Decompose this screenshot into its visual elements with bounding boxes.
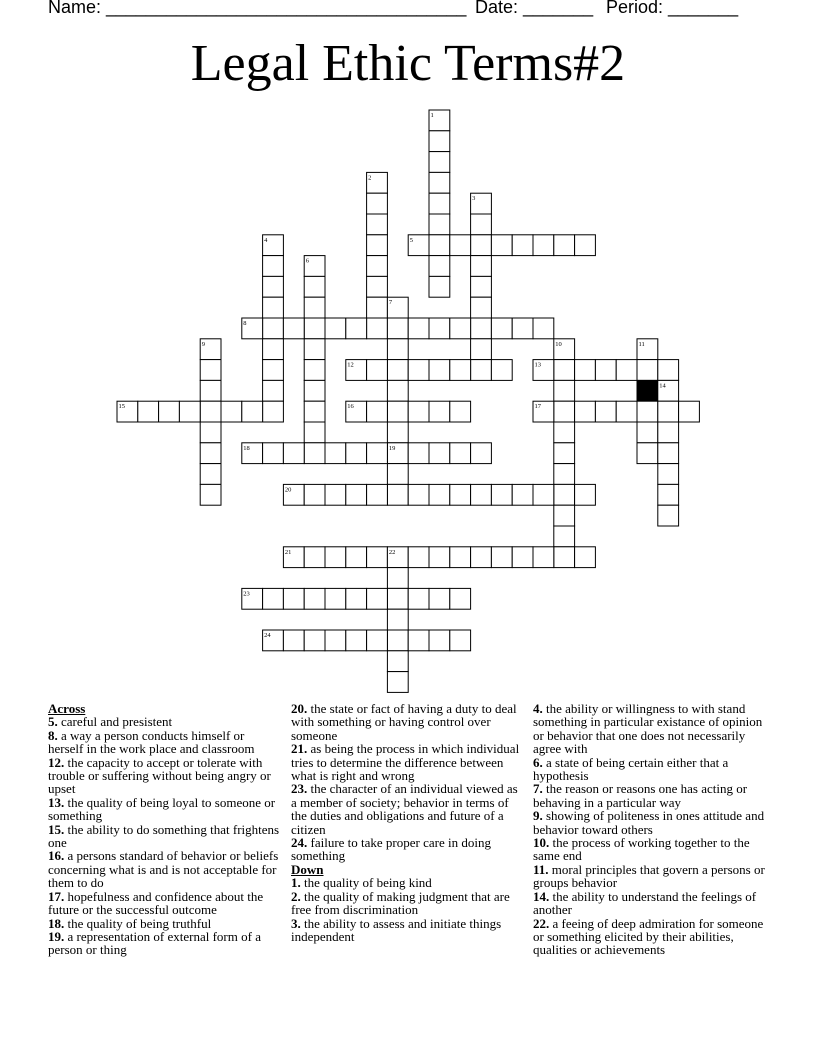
- grid-cell[interactable]: [367, 630, 388, 651]
- grid-cell[interactable]: [450, 318, 471, 339]
- clues-column-2: [291, 702, 525, 943]
- cell-number: 6: [305, 257, 309, 265]
- grid-cell[interactable]: [263, 360, 284, 381]
- clue-number: 15.: [48, 821, 65, 837]
- grid-cell[interactable]: [491, 235, 512, 256]
- grid-cell[interactable]: [450, 588, 471, 609]
- clue-text: the reason or reasons one has acting or behaving in a particular way: [533, 781, 748, 810]
- clue-number: 12.: [48, 754, 65, 770]
- grid-cell[interactable]: [554, 235, 575, 256]
- clue-number: 17.: [48, 888, 65, 904]
- name-field[interactable]: Name: ____________________________________: [48, 0, 467, 17]
- clue-item: [533, 890, 765, 917]
- grid-cell[interactable]: [554, 422, 575, 443]
- grid-cell[interactable]: [658, 360, 679, 381]
- grid-cell[interactable]: [263, 443, 284, 464]
- clue-text: moral principles that govern a persons or groups behavior: [533, 861, 765, 891]
- grid-cell[interactable]: [304, 380, 325, 401]
- grid-cell[interactable]: [471, 297, 492, 318]
- grid-cell[interactable]: [429, 401, 450, 422]
- grid-cell[interactable]: [325, 588, 346, 609]
- grid-cell[interactable]: [408, 443, 429, 464]
- grid-cell[interactable]: [533, 318, 554, 339]
- grid-cell[interactable]: [263, 339, 284, 360]
- cell-number: 17: [534, 403, 541, 411]
- cell-number: 23: [243, 590, 250, 598]
- grid-cell[interactable]: [554, 526, 575, 547]
- grid-cell[interactable]: [387, 484, 408, 505]
- clue-item: [533, 756, 765, 783]
- clue-item: [48, 849, 280, 889]
- grid-cell[interactable]: [408, 547, 429, 568]
- cell-number: 12: [347, 361, 354, 369]
- grid-cell[interactable]: [367, 588, 388, 609]
- grid-cell[interactable]: [387, 422, 408, 443]
- grid-cell[interactable]: [533, 484, 554, 505]
- grid-cell[interactable]: [429, 256, 450, 277]
- grid-cell[interactable]: [554, 505, 575, 526]
- grid-cell[interactable]: [658, 505, 679, 526]
- grid-cell[interactable]: [367, 443, 388, 464]
- grid-cell[interactable]: [346, 547, 367, 568]
- grid-cell[interactable]: [346, 630, 367, 651]
- grid-cell[interactable]: [283, 630, 304, 651]
- grid-cell[interactable]: [263, 276, 284, 297]
- clue-text: the capacity to accept or tolerate with trouble or suffering without being angry or upset: [48, 754, 271, 797]
- grid-cell[interactable]: [575, 547, 596, 568]
- grid-cell[interactable]: [263, 588, 284, 609]
- grid-cell[interactable]: [263, 318, 284, 339]
- grid-cell[interactable]: [304, 318, 325, 339]
- grid-cell[interactable]: [471, 339, 492, 360]
- grid-cell[interactable]: [387, 339, 408, 360]
- grid-cell[interactable]: [450, 484, 471, 505]
- cell-number: 7: [388, 299, 393, 307]
- cell-number: 4: [264, 236, 268, 244]
- cell-number: 15: [118, 403, 125, 411]
- grid-cell[interactable]: [637, 422, 658, 443]
- cell-number: 16: [347, 403, 354, 411]
- grid-cell[interactable]: [471, 443, 492, 464]
- period-field[interactable]: Period: _______: [606, 0, 739, 17]
- grid-cell[interactable]: [471, 484, 492, 505]
- grid-cell[interactable]: [450, 235, 471, 256]
- grid-cell[interactable]: [429, 360, 450, 381]
- grid-cell[interactable]: [471, 318, 492, 339]
- grid-cell[interactable]: [387, 630, 408, 651]
- clue-item: [291, 702, 525, 742]
- grid-cell[interactable]: [679, 401, 700, 422]
- grid-cell[interactable]: [283, 443, 304, 464]
- grid-cell[interactable]: [304, 360, 325, 381]
- grid-cell[interactable]: [595, 401, 616, 422]
- grid-cell[interactable]: [367, 276, 388, 297]
- grid-cell[interactable]: [616, 360, 637, 381]
- grid-cell[interactable]: [429, 131, 450, 152]
- cell-number: 18: [243, 444, 250, 452]
- grid-cell[interactable]: [387, 651, 408, 672]
- clue-number: 4.: [533, 701, 543, 716]
- clue-item: [533, 863, 765, 890]
- grid-cell[interactable]: [658, 422, 679, 443]
- grid-cell[interactable]: [304, 276, 325, 297]
- cell-number: 14: [659, 382, 666, 390]
- clue-section-heading: Down: [291, 861, 324, 877]
- grid-cell[interactable]: [367, 318, 388, 339]
- clue-number: 3.: [291, 915, 301, 931]
- clue-item: [48, 890, 280, 917]
- grid-cell[interactable]: [512, 235, 533, 256]
- clue-item: [291, 836, 525, 863]
- grid-cell[interactable]: [637, 443, 658, 464]
- grid-cell[interactable]: [554, 443, 575, 464]
- grid-cell[interactable]: [367, 193, 388, 214]
- grid-cell[interactable]: [387, 609, 408, 630]
- clue-item: [48, 715, 280, 728]
- grid-cell[interactable]: [325, 547, 346, 568]
- grid-cell[interactable]: [429, 193, 450, 214]
- clue-text: the quality of making judgment that are free from discrimination: [291, 888, 510, 918]
- clue-text: the ability to understand the feelings of another: [533, 888, 757, 918]
- grid-cell[interactable]: [159, 401, 180, 422]
- grid-cell[interactable]: [533, 235, 554, 256]
- clue-item: [533, 917, 765, 957]
- grid-cell[interactable]: [429, 235, 450, 256]
- grid-cell[interactable]: [346, 588, 367, 609]
- grid-cell[interactable]: [387, 588, 408, 609]
- grid-cell[interactable]: [575, 235, 596, 256]
- grid-cell[interactable]: [304, 297, 325, 318]
- grid-cell[interactable]: [387, 464, 408, 485]
- grid-cell[interactable]: [471, 256, 492, 277]
- cell-number: 1: [430, 112, 434, 119]
- grid-cell[interactable]: [450, 547, 471, 568]
- grid-cell[interactable]: [367, 547, 388, 568]
- clue-number: 24.: [291, 835, 308, 851]
- grid-cell[interactable]: [408, 484, 429, 505]
- clue-number: 9.: [533, 808, 543, 824]
- grid-cell[interactable]: [429, 152, 450, 173]
- grid-cell[interactable]: [450, 401, 471, 422]
- grid-cell[interactable]: [554, 464, 575, 485]
- clue-item: [48, 930, 280, 957]
- grid-cell[interactable]: [554, 547, 575, 568]
- clue-text: careful and presistent: [57, 714, 173, 730]
- grid-cell[interactable]: [221, 401, 242, 422]
- date-field[interactable]: Date: _______: [475, 0, 594, 17]
- grid-cell[interactable]: [367, 235, 388, 256]
- clue-number: 14.: [533, 888, 550, 904]
- grid-cell[interactable]: [429, 276, 450, 297]
- grid-cell[interactable]: [408, 360, 429, 381]
- grid-cell[interactable]: [304, 422, 325, 443]
- grid-cell[interactable]: [242, 401, 263, 422]
- clue-item: [48, 917, 280, 930]
- clue-number: 2.: [291, 888, 301, 904]
- grid-cell[interactable]: [491, 360, 512, 381]
- grid-cell[interactable]: [387, 568, 408, 589]
- clue-item: [291, 890, 525, 917]
- grid-cell[interactable]: [304, 547, 325, 568]
- grid-cell[interactable]: [658, 443, 679, 464]
- grid-cell[interactable]: [616, 401, 637, 422]
- clue-item: [48, 756, 280, 796]
- grid-cell[interactable]: [491, 318, 512, 339]
- grid-cell[interactable]: [200, 401, 221, 422]
- clue-text: the quality of being loyal to someone or something: [48, 794, 276, 824]
- grid-cell[interactable]: [200, 422, 221, 443]
- clue-item: [291, 742, 525, 782]
- grid-cell[interactable]: [304, 588, 325, 609]
- clue-text: a feeing of deep admiration for someone or something elicited by their abilities, qualities or achievements: [533, 915, 764, 958]
- clue-number: 20.: [291, 701, 308, 716]
- clue-item: [533, 809, 765, 836]
- grid-cell[interactable]: [429, 443, 450, 464]
- cell-number: 9: [201, 340, 205, 348]
- grid-cell[interactable]: [512, 318, 533, 339]
- grid-cell[interactable]: [304, 401, 325, 422]
- cell-number: 11: [638, 340, 645, 348]
- clue-item: [48, 796, 280, 823]
- clue-number: 16.: [48, 848, 65, 864]
- grid-cell[interactable]: [200, 443, 221, 464]
- grid-cell[interactable]: [200, 464, 221, 485]
- clue-number: 6.: [533, 754, 543, 770]
- grid-cell[interactable]: [346, 484, 367, 505]
- grid-cell[interactable]: [450, 443, 471, 464]
- clue-text: hopefulness and confidence about the future or the successful outcome: [48, 888, 264, 918]
- grid-cell[interactable]: [429, 214, 450, 235]
- clue-item: [48, 823, 280, 850]
- clue-text: a representation of external form of a person or thing: [48, 928, 261, 958]
- grid-cell[interactable]: [658, 401, 679, 422]
- grid-cell[interactable]: [450, 360, 471, 381]
- grid-cell[interactable]: [387, 360, 408, 381]
- grid-cell[interactable]: [367, 360, 388, 381]
- clue-number: 23.: [291, 781, 308, 797]
- page-title: Legal Ethic Terms#2: [190, 35, 626, 92]
- grid-cell[interactable]: [429, 318, 450, 339]
- grid-cell[interactable]: [429, 588, 450, 609]
- grid-cell[interactable]: [658, 484, 679, 505]
- grid-cell[interactable]: [179, 401, 200, 422]
- clue-number: 7.: [533, 781, 543, 797]
- clue-item: [291, 876, 525, 889]
- clue-item: [291, 782, 525, 836]
- grid-cell[interactable]: [200, 484, 221, 505]
- grid-cell[interactable]: [408, 588, 429, 609]
- clues-column-3: [533, 702, 765, 957]
- grid-cell[interactable]: [367, 484, 388, 505]
- grid-cell[interactable]: [575, 401, 596, 422]
- grid-cell[interactable]: [429, 484, 450, 505]
- grid-cell[interactable]: [554, 484, 575, 505]
- grid-cell[interactable]: [637, 360, 658, 381]
- clue-text: a way a person conducts himself or herself in the work place and classroom: [48, 727, 255, 757]
- clue-number: 8.: [48, 727, 58, 743]
- clue-text: the ability or willingness to with stand something in particular existance of opinion or behavior that one does not necessarily agree with: [533, 701, 763, 757]
- grid-cell[interactable]: [200, 360, 221, 381]
- cell-number: 5: [409, 236, 413, 244]
- grid-cell[interactable]: [346, 318, 367, 339]
- clue-text: the quality of being truthful: [64, 915, 212, 931]
- grid-cell[interactable]: [387, 672, 408, 693]
- clue-text: the ability to do something that frightens one: [48, 821, 280, 851]
- clue-number: 18.: [48, 915, 65, 931]
- grid-cell[interactable]: [429, 172, 450, 193]
- clue-number: 19.: [48, 928, 65, 944]
- grid-cell[interactable]: [575, 360, 596, 381]
- clue-number: 22.: [533, 915, 550, 931]
- grid-cell[interactable]: [408, 630, 429, 651]
- clue-text: the quality of being kind: [300, 875, 432, 891]
- clue-text: the state or fact of having a duty to deal with something or having control over someone: [291, 701, 517, 743]
- cell-number: 3: [472, 195, 476, 203]
- grid-cell[interactable]: [263, 256, 284, 277]
- clue-number: 10.: [533, 835, 550, 851]
- cell-number: 10: [555, 340, 562, 348]
- grid-cell[interactable]: [304, 443, 325, 464]
- grid-cell[interactable]: [471, 547, 492, 568]
- clue-item: [291, 917, 525, 944]
- cell-number: 24: [264, 632, 271, 639]
- clue-number: 13.: [48, 794, 65, 810]
- grid-cell[interactable]: [200, 380, 221, 401]
- clue-text: the process of working together to the same end: [533, 835, 750, 864]
- grid-cell[interactable]: [637, 401, 658, 422]
- grid-cell[interactable]: [554, 360, 575, 381]
- clue-text: a persons standard of behavior or beliefs concerning what is and is not acceptable for them to do: [48, 848, 279, 891]
- clue-item: [533, 782, 765, 809]
- grid-cell[interactable]: [575, 484, 596, 505]
- grid-cell[interactable]: [138, 401, 159, 422]
- clue-section-heading: Across: [48, 701, 86, 716]
- cell-number: 2: [368, 174, 372, 182]
- clue-number: 5.: [48, 714, 58, 730]
- cell-number: 13: [534, 361, 541, 369]
- grid-cell[interactable]: [512, 484, 533, 505]
- grid-cell[interactable]: [346, 443, 367, 464]
- clue-item: [533, 836, 765, 863]
- black-cell: [637, 380, 658, 401]
- grid-cell[interactable]: [387, 380, 408, 401]
- grid-cell[interactable]: [471, 360, 492, 381]
- grid-cell[interactable]: [595, 360, 616, 381]
- grid-cell[interactable]: [429, 547, 450, 568]
- grid-cell[interactable]: [325, 484, 346, 505]
- grid-cell[interactable]: [408, 318, 429, 339]
- grid-cell[interactable]: [450, 630, 471, 651]
- clue-number: 1.: [291, 875, 301, 891]
- grid-cell[interactable]: [471, 214, 492, 235]
- grid-cell[interactable]: [408, 401, 429, 422]
- clue-item: [48, 729, 280, 756]
- grid-cell[interactable]: [512, 547, 533, 568]
- grid-cell[interactable]: [283, 588, 304, 609]
- grid-cell[interactable]: [658, 464, 679, 485]
- clue-text: the ability to assess and initiate things independent: [291, 915, 502, 944]
- grid-cell[interactable]: [367, 297, 388, 318]
- clue-text: as being the process in which individual tries to determine the difference between what is right and wrong: [291, 741, 520, 784]
- grid-cell[interactable]: [304, 339, 325, 360]
- cell-number: 21: [284, 548, 292, 556]
- grid-cell[interactable]: [263, 380, 284, 401]
- grid-cell[interactable]: [471, 235, 492, 256]
- grid-cell[interactable]: [304, 630, 325, 651]
- cell-number: 19: [388, 444, 396, 452]
- clue-number: 11.: [533, 861, 549, 877]
- clue-text: a state of being certain either that a hypothesis: [533, 754, 729, 784]
- grid-cell[interactable]: [429, 630, 450, 651]
- clue-text: the character of an individual viewed as a member of society; behavior in terms of the duties and obligations and future of a citizen: [291, 781, 518, 837]
- clue-number: 21.: [291, 741, 308, 757]
- grid-cell[interactable]: [283, 318, 304, 339]
- grid-cell[interactable]: [491, 484, 512, 505]
- grid-cell[interactable]: [367, 401, 388, 422]
- grid-cell[interactable]: [325, 318, 346, 339]
- grid-cell[interactable]: [387, 401, 408, 422]
- clues-column-1: [48, 702, 280, 957]
- grid-cell[interactable]: [491, 547, 512, 568]
- grid-cell[interactable]: [367, 214, 388, 235]
- clue-item: [533, 702, 765, 756]
- grid-cell[interactable]: [367, 256, 388, 277]
- clue-text: failure to take proper care in doing something: [291, 835, 491, 864]
- cell-number: 8: [243, 320, 247, 327]
- grid-cell[interactable]: [263, 297, 284, 318]
- grid-cell[interactable]: [304, 484, 325, 505]
- grid-cell[interactable]: [387, 318, 408, 339]
- grid-cell[interactable]: [554, 380, 575, 401]
- grid-cell[interactable]: [325, 443, 346, 464]
- grid-cell[interactable]: [471, 276, 492, 297]
- cell-number: 22: [388, 548, 396, 556]
- grid-cell[interactable]: [554, 401, 575, 422]
- grid-cell[interactable]: [325, 630, 346, 651]
- grid-cell[interactable]: [533, 547, 554, 568]
- cell-number: 20: [284, 486, 292, 494]
- grid-cell[interactable]: [263, 401, 284, 422]
- clue-text: showing of politeness in ones attitude and behavior toward others: [533, 808, 765, 837]
